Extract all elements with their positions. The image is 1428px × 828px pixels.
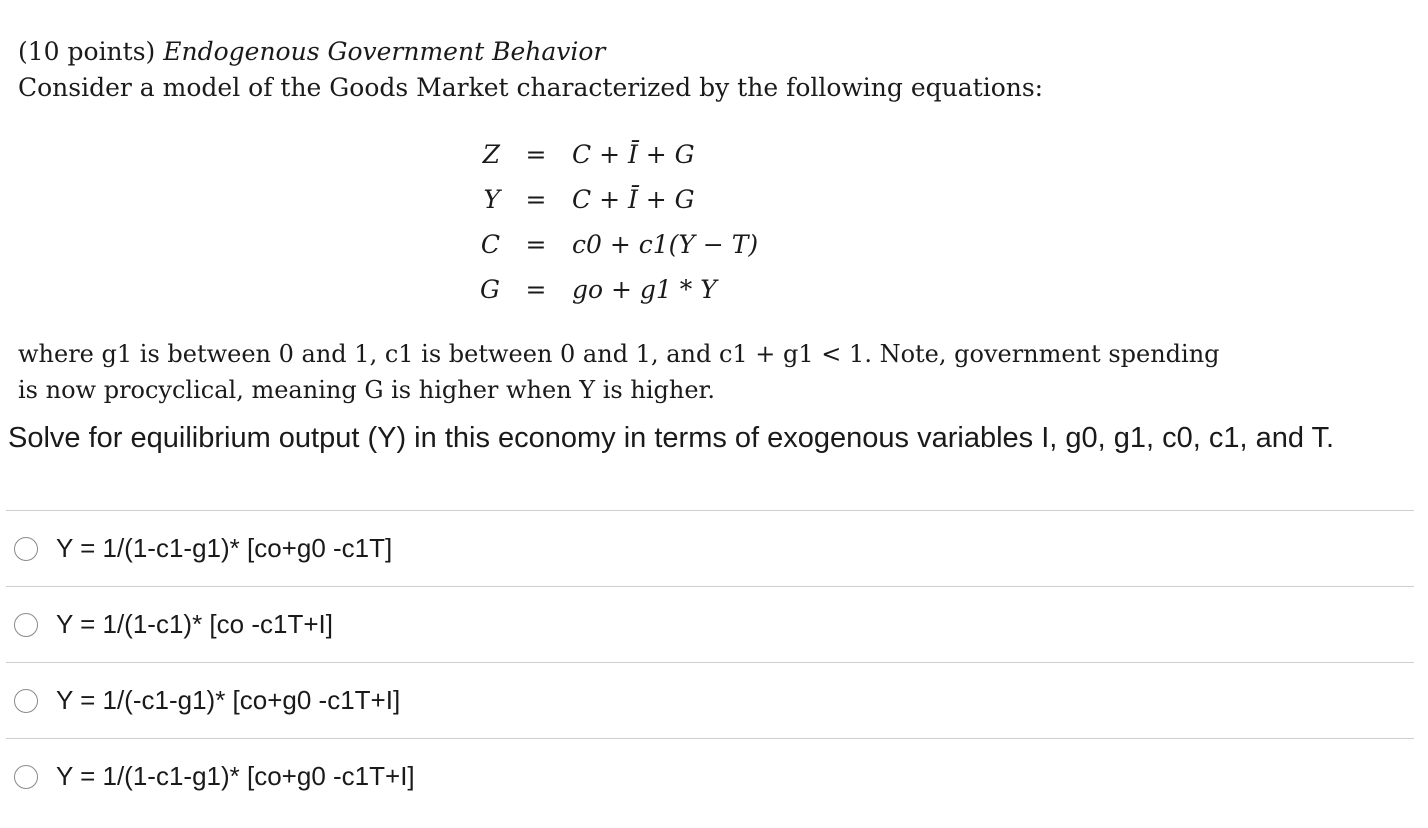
conditions-line-1: where g1 is between 0 and 1, c1 is between 0 and 1, and c1 + g1 < 1. Note, government spending [18, 340, 1220, 368]
answer-label: Y = 1/(1-c1-g1)* [co+g0 -c1T] [56, 533, 393, 563]
equation-row [460, 222, 880, 267]
equation-system [460, 132, 880, 312]
equation-equals: = [525, 275, 547, 304]
conditions-line-2: is now procyclical, meaning G is higher when Y is higher. [18, 376, 715, 404]
equation-equals: = [525, 230, 547, 259]
equation-lhs: C [480, 230, 500, 259]
equation-row [460, 267, 880, 312]
equation-rhs: C + Ī + G [572, 185, 695, 214]
question-title-line [18, 34, 1408, 70]
radio-button[interactable] [14, 689, 38, 713]
equation-rhs: go + g1 * Y [572, 275, 717, 304]
equation-row [460, 132, 880, 177]
equation-equals: = [525, 185, 547, 214]
radio-button[interactable] [14, 765, 38, 789]
question-points: (10 points) [18, 37, 156, 66]
question-intro: Consider a model of the Goods Market characterized by the following equations: [18, 73, 1044, 102]
answer-label: Y = 1/(1-c1-g1)* [co+g0 -c1T+I] [56, 761, 415, 791]
radio-button[interactable] [14, 613, 38, 637]
answer-option-1[interactable] [6, 510, 1414, 586]
answer-option-3[interactable] [6, 662, 1414, 738]
radio-button[interactable] [14, 537, 38, 561]
equation-row [460, 177, 880, 222]
question-title: Endogenous Government Behavior [163, 37, 606, 66]
answer-option-4[interactable] [6, 738, 1414, 814]
equation-lhs: Y [483, 185, 500, 214]
equation-rhs: C + Ī + G [572, 140, 695, 169]
conditions-text [18, 336, 1220, 408]
question-prompt: Solve for equilibrium output (Y) in this economy in terms of exogenous variables I, g0, g1, c0, c1, and T. [8, 422, 1335, 454]
answer-label: Y = 1/(-c1-g1)* [co+g0 -c1T+I] [56, 685, 401, 715]
question-header [18, 34, 1408, 106]
answer-option-2[interactable] [6, 586, 1414, 662]
equation-lhs: Z [482, 140, 500, 169]
equation-lhs: G [480, 275, 500, 304]
equation-rhs: c0 + c1(Y − T) [572, 230, 759, 259]
equation-equals: = [525, 140, 547, 169]
answer-list [6, 510, 1414, 814]
answer-label: Y = 1/(1-c1)* [co -c1T+I] [56, 609, 333, 639]
